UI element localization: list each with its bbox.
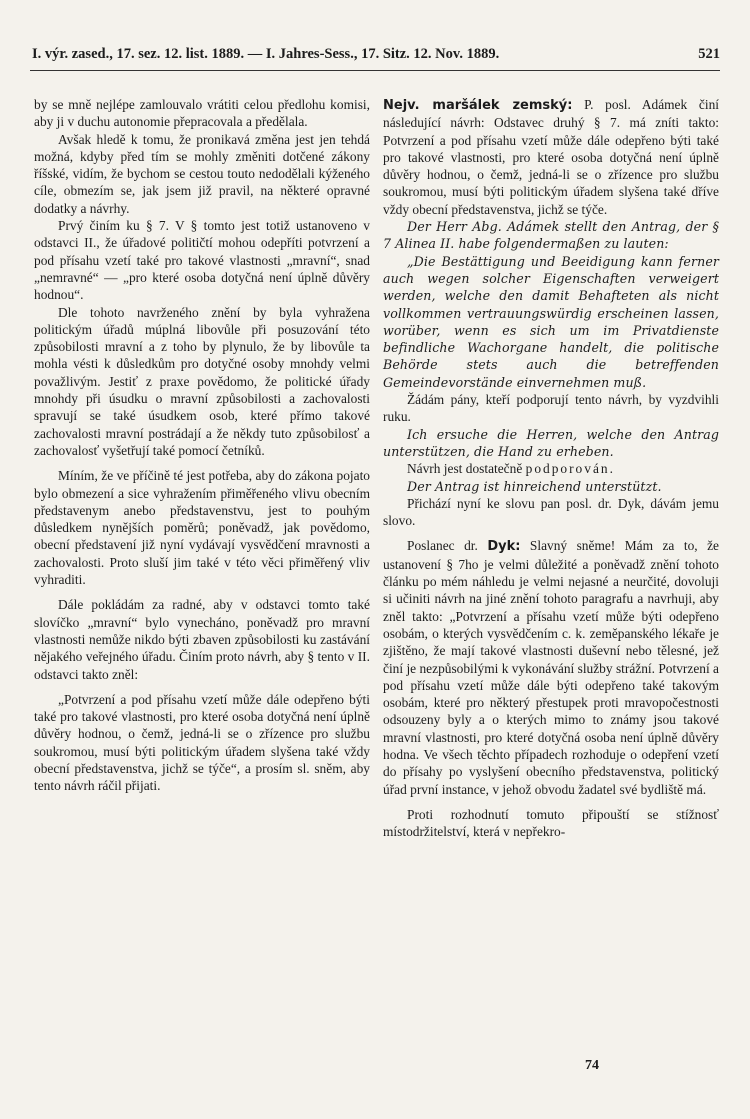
paragraph: Proti rozhodnutí tomuto připouští se stížnosť místodržitelství, která v nepřekro- — [383, 806, 719, 840]
speech-text: P. posl. Adámek činí následující návrh: Odstavec druhý § 7. má zníti takto: Potvrzení a pod přísahu vzetí může dále odepřeno býti také pro takové vlastnosti, pro které osoba dotyčná není úplně důvěry hodnou, o čemž, jedná-li se o zřízence pro službu soukromou, musí býti politickým úřadem slyšena také dříve vždy obecní představenstva, jichž se týče. — [383, 97, 719, 217]
paragraph-german: Der Antrag ist hinreichend unterstützt. — [407, 478, 662, 494]
paragraph: Přichází nyní ke slovu pan posl. dr. Dyk, dávám jemu slovo. — [383, 495, 719, 529]
paragraph: „Potvrzení a pod přísahu vzetí může dále odepřeno býti také pro takové vlastnosti, pro které osoba dotyčná není úplně důvěry hodnou, o čemž, jedná-li se o zřízence pro službu soukromou, musí býti politickým úřadem slyšena také vždy obecní představenstva, jichž se týče“, a prosím sl. sněm, aby tento návrh ráčil přijati. — [34, 691, 370, 794]
paragraph: Avšak hledě k tomu, že pronikavá změna jest jen tehdá možná, kdyby před tím se mohly změniti dotčené zákony říšské, vidím, že bychom se cestou touto nedodělali kýženého cíle, obmezím se, jak jsem již pravil, na některé opravné dodatky a návrhy. — [34, 131, 370, 216]
left-column — [34, 96, 370, 795]
paragraph: Žádám pány, kteří podporují tento návrh, by vyzdvihli ruku. — [383, 392, 719, 425]
motion-result-text: Návrh jest dostatečně — [407, 461, 523, 477]
motion-result-emphasis: podporován. — [525, 461, 615, 477]
paragraph — [383, 96, 719, 218]
page-header — [30, 44, 720, 71]
paragraph: by se mně nejlépe zamlouvalo vrátiti celou předlohu komisi, aby ji v duchu autonomie přepracovala a předělala. — [34, 97, 370, 130]
paragraph: Míním, že ve příčině té jest potřeba, aby do zákona pojato bylo obmezení a sice vyhražením přiměřeného vlivu obecním představenym anebo představenstvu, jest to pouhým důsledkem nynějších poměrů; poněvadž, jak povědomo, obecní představení již nyní vydávají vysvědčení mravnosti a zachovalosti. Proto sluší jim také v této věci přiměřený vliv vyhraditi. — [34, 468, 370, 588]
paragraph-german: Der Herr Abg. Adámek stellt den Antrag, der § 7 Alinea II. habe folgendermaßen zu lauten: — [383, 219, 719, 252]
header-session-info: I. výr. zased., 17. sez. 12. list. 1889. — I. Jahres-Sess., 17. Sitz. 12. Nov. 1889. — [32, 46, 500, 62]
page-number: 521 — [698, 46, 720, 62]
right-column — [383, 96, 719, 840]
paragraph: Dále pokládám za radné, aby v odstavci tomto také slovíčko „mravní“ bylo vynecháno, poněvadž pro mravní vlastnosti nemůže nikdo býti zbaven způsobilosti ku zastávání nějakého veřejného úřadu. Činím proto návrh, aby § tento v II. odstavci takto zněl: — [34, 597, 370, 682]
paragraph: Prvý činím ku § 7. V § tomto jest totiž ustanoveno v odstavci II., že úřadové političtí mohou odepříti potvrzení a pod přísahu vzetí také pro takové vlastnosti „mravní“, snad „nemravné“ — „pro které osoba dotyčná není úplně důvěry hodnou“. — [34, 218, 370, 303]
signature-number: 74 — [585, 1058, 599, 1073]
paragraph — [383, 537, 719, 797]
speaker-name: Dyk: — [487, 539, 521, 555]
paragraph-german: „Die Bestättigung und Beeidigung kann ferner auch wegen solcher Eigenschaften verweigert werden, welche den damit Behafteten als nicht vollkommen vertrauungswürdig erscheinen lassen, worüber, wenn es sich um im Privatdienste befindliche Wachorgane handelt, die politische Behörde stets auch die betreffenden Gemeindevorstände einvernehmen muß. — [383, 253, 719, 390]
speech-text: Slavný sněme! Mám za to, že ustanovení § 7ho je velmi důležité a poněvadž znění tohoto článku po mém náhledu je velmi nejasné a neurčité, dovoluji si učiniti návrh na jiné znění tohoto paragrafu a navrhuji, aby zněl takto: „Potvrzení a přísahu vzetí může býti odepřeno osobám, o kterých vysvědčením c. k. zeměpanského lékaře je zjištěno, že mají takové vlastnosti duševní nebo tělesné, jež činí je nezpůsobilými k vykonávání služby strážní. Potvrzení a pod přísahu vzetí může dále býti odepřeno také takovým osobám, které pro některý přestupek proti mravopočestnosti odsouzeny byly a o kterých mimo to známy jsou takové mravní vlastnosti, pro které dotyčná osoba není úplně důvěry hodna. Ve všech těchto případech rozhoduje o odepření vzetí do přísahy po vyslyšení obecního představenstva, politický úřad první instance, v jehož obvodu žadatel své bydliště má. — [383, 538, 719, 797]
paragraph-german: Ich ersuche die Herren, welche den Antrag unterstützen, die Hand zu erheben. — [383, 426, 719, 459]
paragraph — [383, 460, 719, 477]
paragraph: Dle tohoto navrženého znění by byla vyhražena politickým úřadů múplná libovůle při posuzování této způsobilosti mravní a z toho by plynulo, že by libovůle ta mohla vésti k důsledkům pro dotyčné osoby mnohdy velmi považlivým. Jestiť z praxe povědomo, že politické úřady mnohdy při úsudku o mravní způsobilosti a zachovalosti spravují se také úsudkem osob, které přímo takové zachovalosti mravní postrádají a že někdy tuto způsobilosť a zachovalosť vyšetřují také pomocí četníků. — [34, 304, 370, 458]
speaker-name: Nejv. maršálek zemský: — [383, 98, 573, 113]
speaker-intro: Poslanec dr. — [407, 538, 478, 554]
